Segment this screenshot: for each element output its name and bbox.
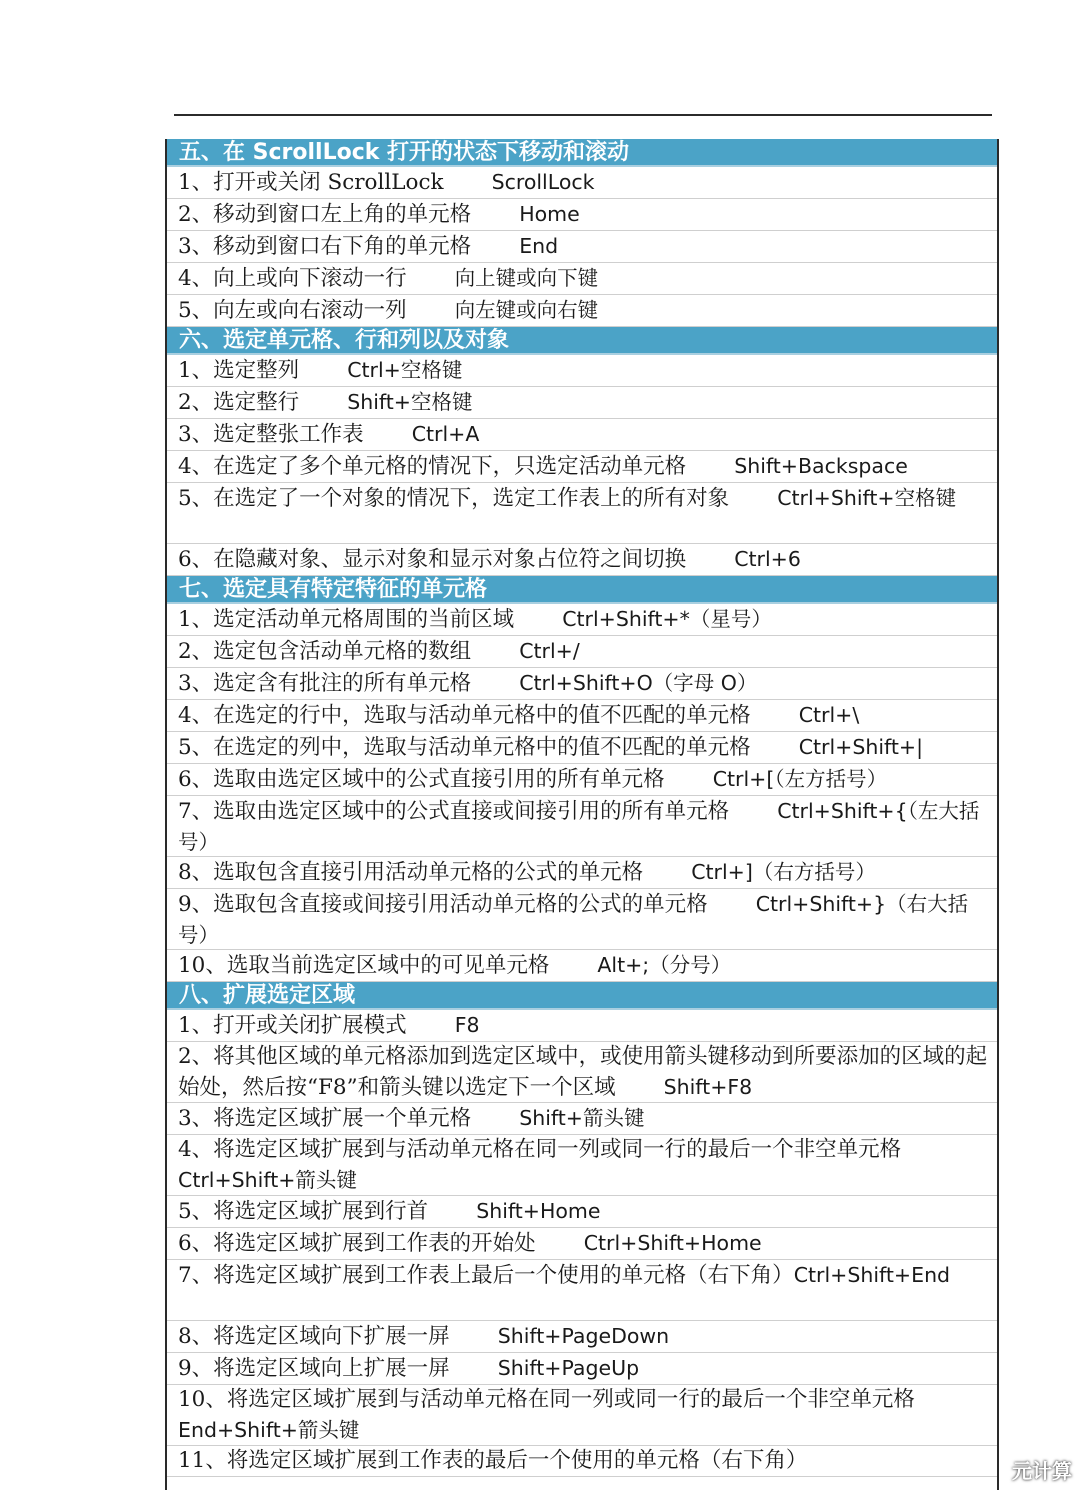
shortcut-description: 4、将选定区域扩展到与活动单元格在同一列或同一行的最后一个非空单元格: [178, 1137, 902, 1162]
shortcut-key: Ctrl+Shift+*（星号）: [562, 607, 772, 631]
shortcut-row: [167, 1228, 997, 1260]
shortcut-description: 1、打开或关闭 ScrollLock: [178, 170, 444, 195]
site-logo: 元计算: [1012, 1459, 1072, 1483]
shortcut-table: [165, 139, 999, 1490]
shortcut-description: 3、选定整张工作表: [178, 422, 364, 447]
shortcut-row: [167, 1446, 997, 1477]
shortcut-description: 6、选取由选定区域中的公式直接引用的所有单元格: [178, 767, 665, 792]
shortcut-row: [167, 231, 997, 263]
shortcut-description: 5、将选定区域扩展到行首: [178, 1199, 429, 1224]
shortcut-description: 4、向上或向下滚动一行: [178, 266, 407, 291]
shortcut-key: Ctrl+Shift+|: [798, 735, 924, 759]
shortcut-key: Ctrl+/: [519, 639, 580, 663]
shortcut-description: 2、将其他区域的单元格添加到选定区域中，或使用箭头键移动到所要添加的区域的起始处，然后按“F8”和箭头键以选定下一个区域: [178, 1044, 988, 1100]
shortcut-key: Shift+F8: [663, 1075, 753, 1099]
shortcut-description: 3、选定含有批注的所有单元格: [178, 671, 472, 696]
shortcut-key: Ctrl+Shift+箭头键: [178, 1168, 357, 1192]
shortcut-description: 1、打开或关闭扩展模式: [178, 1013, 407, 1038]
shortcut-key: Shift+Backspace: [734, 454, 908, 478]
shortcut-row: [167, 451, 997, 483]
shortcut-key: 向左键或向右键: [454, 298, 599, 322]
shortcut-row: [167, 1385, 997, 1446]
shortcut-row: [167, 668, 997, 700]
shortcut-row: [167, 295, 997, 327]
shortcut-key: Ctrl+A: [411, 422, 480, 446]
shortcut-row: [167, 1010, 997, 1042]
shortcut-row: [167, 636, 997, 668]
shortcut-key: Shift+PageDown: [497, 1324, 670, 1348]
shortcut-row: [167, 167, 997, 199]
shortcut-key: Ctrl+\: [798, 703, 860, 727]
shortcut-row: [167, 764, 997, 796]
shortcut-description: 3、将选定区域扩展一个单元格: [178, 1106, 472, 1131]
shortcut-key: Shift+PageUp: [497, 1356, 640, 1380]
shortcut-description: 5、向左或向右滚动一列: [178, 298, 407, 323]
shortcut-description: 2、选定包含活动单元格的数组: [178, 639, 472, 664]
shortcut-key: End: [519, 234, 559, 258]
shortcut-row: [167, 950, 997, 982]
shortcut-row: [167, 1042, 997, 1103]
shortcut-description: 7、将选定区域扩展到工作表上最后一个使用的单元格（右下角）: [178, 1263, 794, 1288]
shortcut-key: Ctrl+6: [734, 547, 801, 571]
shortcut-key: Shift+Home: [476, 1199, 601, 1223]
shortcut-key: Ctrl+Shift+空格键: [777, 486, 957, 510]
shortcut-row: [167, 732, 997, 764]
section-header: 五、在 ScrollLock 打开的状态下移动和滚动: [167, 139, 997, 167]
shortcut-description: 5、在选定了一个对象的情况下，选定工作表上的所有对象: [178, 486, 730, 511]
shortcut-row: [167, 857, 997, 889]
shortcut-description: 10、将选定区域扩展到与活动单元格在同一列或同一行的最后一个非空单元格: [178, 1387, 915, 1412]
shortcut-row: [167, 263, 997, 295]
section-header: 七、选定具有特定特征的单元格: [167, 576, 997, 604]
section-header: 六、选定单元格、行和列以及对象: [167, 327, 997, 355]
shortcut-key: End+Shift+箭头键: [178, 1418, 360, 1442]
shortcut-row: [167, 1135, 997, 1196]
top-rule: [174, 114, 992, 116]
shortcut-key: Shift+空格键: [347, 390, 473, 414]
shortcut-description: 1、选定整列: [178, 358, 300, 383]
shortcut-description: 4、在选定的行中，选取与活动单元格中的值不匹配的单元格: [178, 703, 751, 728]
shortcut-description: 3、移动到窗口右下角的单元格: [178, 234, 472, 259]
shortcut-key: Ctrl+Shift+End: [793, 1263, 951, 1287]
shortcut-row: [167, 419, 997, 451]
shortcut-key: Shift+箭头键: [519, 1106, 645, 1130]
shortcut-row: [167, 700, 997, 732]
shortcut-row: [167, 355, 997, 387]
shortcut-row: [167, 1260, 997, 1321]
shortcut-description: 4、在选定了多个单元格的情况下，只选定活动单元格: [178, 454, 687, 479]
shortcut-row: [167, 387, 997, 419]
shortcut-row: [167, 483, 997, 544]
shortcut-row: [167, 604, 997, 636]
shortcut-description: 9、选取包含直接或间接引用活动单元格的公式的单元格: [178, 892, 708, 917]
shortcut-description: 10、选取当前选定区域中的可见单元格: [178, 953, 550, 978]
shortcut-description: 2、移动到窗口左上角的单元格: [178, 202, 472, 227]
shortcut-row: [167, 1103, 997, 1135]
shortcut-key: Ctrl+Shift+Home: [583, 1231, 762, 1255]
shortcut-row: [167, 1321, 997, 1353]
shortcut-key: Alt+;（分号）: [597, 953, 732, 977]
shortcut-key: Ctrl+Shift+}（右大括号）: [178, 892, 969, 947]
shortcut-row: [167, 544, 997, 576]
shortcut-description: 1、选定活动单元格周围的当前区域: [178, 607, 515, 632]
section-header: 八、扩展选定区域: [167, 982, 997, 1010]
shortcut-row: [167, 199, 997, 231]
shortcut-description: 7、选取由选定区域中的公式直接或间接引用的所有单元格: [178, 799, 730, 824]
shortcut-description: 11、将选定区域扩展到工作表的最后一个使用的单元格（右下角）: [178, 1448, 808, 1473]
shortcut-key: Ctrl+[（左方括号）: [712, 767, 888, 791]
shortcut-row: [167, 889, 997, 950]
shortcut-key: 向上键或向下键: [454, 266, 599, 290]
shortcut-key: Ctrl+]（右方括号）: [691, 860, 876, 884]
shortcut-row: [167, 1196, 997, 1228]
shortcut-key: F8: [454, 1013, 480, 1037]
shortcut-key: Home: [519, 202, 580, 226]
shortcut-description: 8、选取包含直接引用活动单元格的公式的单元格: [178, 860, 644, 885]
shortcut-description: 2、选定整行: [178, 390, 300, 415]
shortcut-key: Ctrl+Shift+{（左大括号）: [178, 799, 980, 854]
shortcut-row: [167, 796, 997, 857]
shortcut-description: 5、在选定的列中，选取与活动单元格中的值不匹配的单元格: [178, 735, 751, 760]
shortcut-key: Ctrl+Shift+O（字母 O）: [519, 671, 758, 695]
shortcut-description: 9、将选定区域向上扩展一屏: [178, 1356, 450, 1381]
shortcut-description: 8、将选定区域向下扩展一屏: [178, 1324, 450, 1349]
shortcut-description: 6、在隐藏对象、显示对象和显示对象占位符之间切换: [178, 547, 687, 572]
shortcut-row: [167, 1353, 997, 1385]
shortcut-key: ScrollLock: [491, 170, 595, 194]
shortcut-key: Ctrl+空格键: [347, 358, 463, 382]
shortcut-description: 6、将选定区域扩展到工作表的开始处: [178, 1231, 536, 1256]
